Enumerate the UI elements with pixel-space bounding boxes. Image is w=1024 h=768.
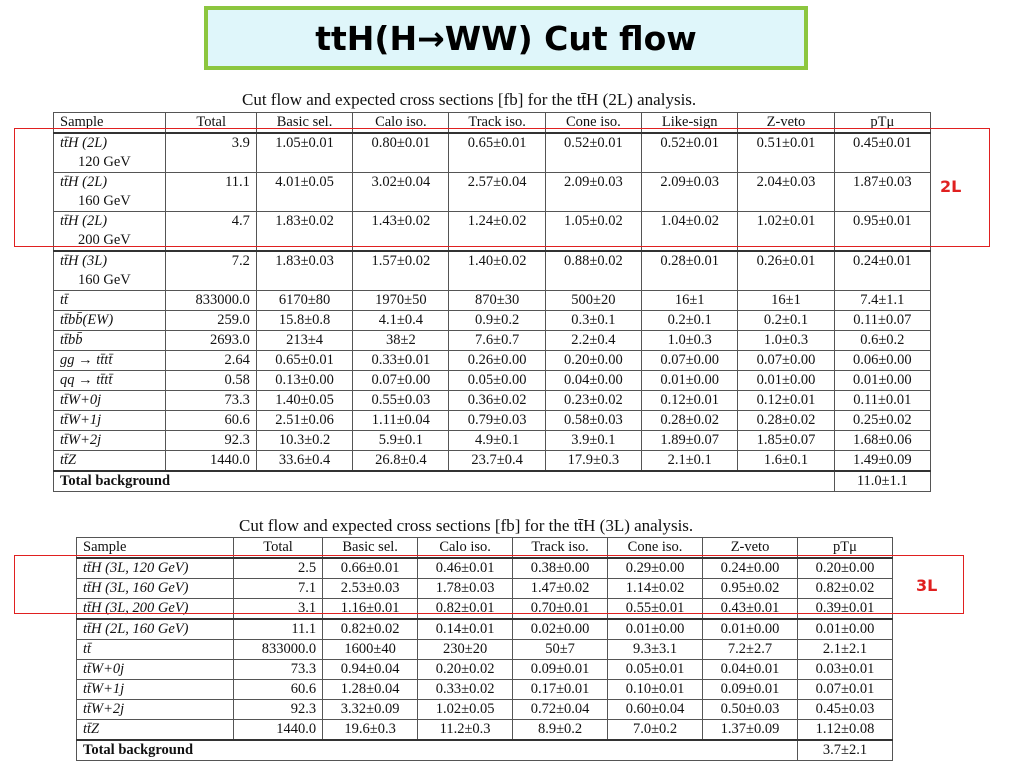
sample-cell bbox=[77, 700, 234, 720]
value-cell: 0.52±0.01 bbox=[642, 133, 738, 173]
value-cell: 1.57±0.02 bbox=[353, 251, 449, 291]
sample-cell bbox=[54, 251, 166, 291]
value-cell: 0.95±0.01 bbox=[834, 212, 930, 252]
value-cell: 8.9±0.2 bbox=[513, 720, 608, 741]
table-row bbox=[54, 251, 931, 291]
value-cell: 1.12±0.08 bbox=[798, 720, 893, 741]
value-cell: 9.3±3.1 bbox=[608, 640, 703, 660]
value-cell: 0.2±0.1 bbox=[642, 311, 738, 331]
value-cell: 1.05±0.02 bbox=[545, 212, 641, 252]
total-cell: 7.1 bbox=[233, 579, 322, 599]
sample-name: tt̄ bbox=[83, 641, 92, 657]
table-row bbox=[54, 311, 931, 331]
total-cell: 92.3 bbox=[166, 431, 256, 451]
value-cell: 0.82±0.01 bbox=[418, 599, 513, 620]
value-cell: 0.36±0.02 bbox=[449, 391, 545, 411]
table-row bbox=[77, 680, 893, 700]
value-cell: 0.58±0.03 bbox=[545, 411, 641, 431]
value-cell: 1.47±0.02 bbox=[513, 579, 608, 599]
value-cell: 0.12±0.01 bbox=[642, 391, 738, 411]
value-cell: 0.46±0.01 bbox=[418, 558, 513, 579]
sample-mass: 200 GeV bbox=[78, 232, 131, 248]
value-cell: 1.16±0.01 bbox=[323, 599, 418, 620]
table-row bbox=[77, 640, 893, 660]
total-cell: 11.1 bbox=[233, 619, 322, 640]
value-cell: 16±1 bbox=[738, 291, 834, 311]
col-header-z-veto: Z-veto bbox=[703, 538, 798, 559]
sample-cell bbox=[77, 640, 234, 660]
value-cell: 3.02±0.04 bbox=[353, 173, 449, 212]
sample-cell bbox=[54, 431, 166, 451]
value-cell: 0.52±0.01 bbox=[545, 133, 641, 173]
value-cell: 19.6±0.3 bbox=[323, 720, 418, 741]
value-cell: 0.01±0.00 bbox=[608, 619, 703, 640]
value-cell: 0.01±0.00 bbox=[642, 371, 738, 391]
value-cell: 23.7±0.4 bbox=[449, 451, 545, 472]
sample-name: tt̄H (2L) bbox=[60, 135, 108, 151]
total-background-value: 3.7±2.1 bbox=[798, 740, 893, 761]
sample-cell bbox=[54, 291, 166, 311]
value-cell: 1.04±0.02 bbox=[642, 212, 738, 252]
table-row bbox=[77, 619, 893, 640]
value-cell: 0.80±0.01 bbox=[353, 133, 449, 173]
value-cell: 50±7 bbox=[513, 640, 608, 660]
col-header-pt-mu: pTμ bbox=[834, 113, 930, 134]
value-cell: 0.10±0.01 bbox=[608, 680, 703, 700]
value-cell: 1.78±0.03 bbox=[418, 579, 513, 599]
value-cell: 0.04±0.00 bbox=[545, 371, 641, 391]
value-cell: 0.25±0.02 bbox=[834, 411, 930, 431]
value-cell: 0.26±0.00 bbox=[449, 351, 545, 371]
value-cell: 0.04±0.01 bbox=[703, 660, 798, 680]
value-cell: 0.11±0.07 bbox=[834, 311, 930, 331]
value-cell: 0.11±0.01 bbox=[834, 391, 930, 411]
value-cell: 0.82±0.02 bbox=[798, 579, 893, 599]
table-row bbox=[54, 331, 931, 351]
value-cell: 0.38±0.00 bbox=[513, 558, 608, 579]
total-background-label: Total background bbox=[54, 471, 835, 492]
value-cell: 0.05±0.01 bbox=[608, 660, 703, 680]
value-cell: 0.65±0.01 bbox=[256, 351, 352, 371]
table-2l-caption: Cut flow and expected cross sections [fb] for the tt̄H (2L) analysis. bbox=[242, 90, 697, 109]
sample-cell bbox=[54, 411, 166, 431]
value-cell: 2.51±0.06 bbox=[256, 411, 352, 431]
total-cell: 0.58 bbox=[166, 371, 256, 391]
value-cell: 1.40±0.05 bbox=[256, 391, 352, 411]
table-row bbox=[54, 371, 931, 391]
value-cell: 0.23±0.02 bbox=[545, 391, 641, 411]
value-cell: 0.66±0.01 bbox=[323, 558, 418, 579]
total-cell: 833000.0 bbox=[233, 640, 322, 660]
value-cell: 38±2 bbox=[353, 331, 449, 351]
sample-name: tt̄H (3L) bbox=[60, 253, 108, 269]
value-cell: 0.06±0.00 bbox=[834, 351, 930, 371]
value-cell: 3.9±0.1 bbox=[545, 431, 641, 451]
value-cell: 0.01±0.00 bbox=[738, 371, 834, 391]
table-row bbox=[54, 431, 931, 451]
highlight-box-2l bbox=[14, 128, 990, 247]
total-cell: 60.6 bbox=[233, 680, 322, 700]
table-row bbox=[54, 391, 931, 411]
value-cell: 0.72±0.04 bbox=[513, 700, 608, 720]
table-row bbox=[54, 451, 931, 472]
value-cell: 0.55±0.01 bbox=[608, 599, 703, 620]
value-cell: 2.09±0.03 bbox=[642, 173, 738, 212]
total-cell: 73.3 bbox=[233, 660, 322, 680]
sample-name: tt̄H (3L, 120 GeV) bbox=[83, 560, 189, 576]
total-cell: 1440.0 bbox=[233, 720, 322, 741]
value-cell: 0.24±0.01 bbox=[834, 251, 930, 291]
sample-cell bbox=[54, 331, 166, 351]
sample-name: tt̄H (3L, 160 GeV) bbox=[83, 580, 189, 596]
value-cell: 0.33±0.02 bbox=[418, 680, 513, 700]
sample-mass: 160 GeV bbox=[78, 193, 131, 209]
sample-cell bbox=[77, 720, 234, 741]
sample-name: tt̄W+2j bbox=[60, 432, 102, 448]
value-cell: 0.82±0.02 bbox=[323, 619, 418, 640]
value-cell: 1.28±0.04 bbox=[323, 680, 418, 700]
table-row bbox=[54, 291, 931, 311]
value-cell: 7.6±0.7 bbox=[449, 331, 545, 351]
value-cell: 4.1±0.4 bbox=[353, 311, 449, 331]
value-cell: 0.94±0.04 bbox=[323, 660, 418, 680]
sample-cell bbox=[54, 451, 166, 472]
value-cell: 4.9±0.1 bbox=[449, 431, 545, 451]
value-cell: 0.88±0.02 bbox=[545, 251, 641, 291]
value-cell: 1.87±0.03 bbox=[834, 173, 930, 212]
value-cell: 0.13±0.00 bbox=[256, 371, 352, 391]
sample-cell bbox=[77, 619, 234, 640]
sample-name: tt̄H (2L, 160 GeV) bbox=[83, 621, 189, 637]
col-header-total: Total bbox=[166, 113, 256, 134]
value-cell: 1.02±0.05 bbox=[418, 700, 513, 720]
value-cell: 1.0±0.3 bbox=[642, 331, 738, 351]
value-cell: 2.1±2.1 bbox=[798, 640, 893, 660]
total-cell: 2.5 bbox=[233, 558, 322, 579]
total-cell: 7.2 bbox=[166, 251, 256, 291]
value-cell: 2.57±0.04 bbox=[449, 173, 545, 212]
value-cell: 0.45±0.03 bbox=[798, 700, 893, 720]
value-cell: 1.37±0.09 bbox=[703, 720, 798, 741]
sample-cell bbox=[77, 680, 234, 700]
slide-title: ttH(H→WW) Cut flow bbox=[204, 6, 808, 70]
value-cell: 870±30 bbox=[449, 291, 545, 311]
value-cell: 1.40±0.02 bbox=[449, 251, 545, 291]
col-header-calo-iso: Calo iso. bbox=[353, 113, 449, 134]
value-cell: 0.51±0.01 bbox=[738, 133, 834, 173]
value-cell: 0.07±0.00 bbox=[353, 371, 449, 391]
value-cell: 0.17±0.01 bbox=[513, 680, 608, 700]
sample-mass: 160 GeV bbox=[78, 272, 131, 288]
value-cell: 500±20 bbox=[545, 291, 641, 311]
value-cell: 7.0±0.2 bbox=[608, 720, 703, 741]
table-row bbox=[77, 660, 893, 680]
value-cell: 0.03±0.01 bbox=[798, 660, 893, 680]
value-cell: 1970±50 bbox=[353, 291, 449, 311]
sample-name: tt̄Z bbox=[60, 452, 77, 468]
value-cell: 0.09±0.01 bbox=[703, 680, 798, 700]
value-cell: 0.02±0.00 bbox=[513, 619, 608, 640]
value-cell: 0.12±0.01 bbox=[738, 391, 834, 411]
value-cell: 0.07±0.00 bbox=[642, 351, 738, 371]
value-cell: 0.33±0.01 bbox=[353, 351, 449, 371]
col-header-z-veto: Z-veto bbox=[738, 113, 834, 134]
value-cell: 1.02±0.01 bbox=[738, 212, 834, 252]
value-cell: 1.24±0.02 bbox=[449, 212, 545, 252]
value-cell: 0.2±0.1 bbox=[738, 311, 834, 331]
value-cell: 0.65±0.01 bbox=[449, 133, 545, 173]
value-cell: 0.28±0.02 bbox=[642, 411, 738, 431]
value-cell: 11.2±0.3 bbox=[418, 720, 513, 741]
col-header-cone-iso: Cone iso. bbox=[545, 113, 641, 134]
total-cell: 3.1 bbox=[233, 599, 322, 620]
total-cell: 3.9 bbox=[166, 133, 256, 173]
value-cell: 0.70±0.01 bbox=[513, 599, 608, 620]
col-header-sample: Sample bbox=[77, 538, 234, 559]
value-cell: 0.45±0.01 bbox=[834, 133, 930, 173]
value-cell: 26.8±0.4 bbox=[353, 451, 449, 472]
value-cell: 1.89±0.07 bbox=[642, 431, 738, 451]
value-cell: 0.26±0.01 bbox=[738, 251, 834, 291]
value-cell: 213±4 bbox=[256, 331, 352, 351]
total-cell: 73.3 bbox=[166, 391, 256, 411]
value-cell: 6170±80 bbox=[256, 291, 352, 311]
col-header-pt-mu: pTμ bbox=[798, 538, 893, 559]
value-cell: 0.14±0.01 bbox=[418, 619, 513, 640]
value-cell: 1.83±0.02 bbox=[256, 212, 352, 252]
value-cell: 0.24±0.00 bbox=[703, 558, 798, 579]
sample-name: tt̄Z bbox=[83, 721, 100, 737]
value-cell: 0.20±0.00 bbox=[798, 558, 893, 579]
sample-name: tt̄W+1j bbox=[83, 681, 125, 697]
value-cell: 1.14±0.02 bbox=[608, 579, 703, 599]
value-cell: 0.28±0.02 bbox=[738, 411, 834, 431]
highlight-box-3l bbox=[14, 555, 964, 614]
sample-name: tt̄W+1j bbox=[60, 412, 102, 428]
table-row bbox=[54, 351, 931, 371]
col-header-track-iso: Track iso. bbox=[449, 113, 545, 134]
value-cell: 2.09±0.03 bbox=[545, 173, 641, 212]
col-header-cone-iso: Cone iso. bbox=[608, 538, 703, 559]
value-cell: 0.6±0.2 bbox=[834, 331, 930, 351]
value-cell: 15.8±0.8 bbox=[256, 311, 352, 331]
value-cell: 4.01±0.05 bbox=[256, 173, 352, 212]
value-cell: 1.68±0.06 bbox=[834, 431, 930, 451]
value-cell: 0.29±0.00 bbox=[608, 558, 703, 579]
table-row bbox=[77, 720, 893, 741]
sample-name: tt̄H (3L, 200 GeV) bbox=[83, 600, 189, 616]
total-cell: 2.64 bbox=[166, 351, 256, 371]
total-background-row bbox=[54, 471, 931, 492]
total-cell: 1440.0 bbox=[166, 451, 256, 472]
value-cell: 0.9±0.2 bbox=[449, 311, 545, 331]
highlight-label-2l: 2L bbox=[940, 177, 962, 196]
value-cell: 0.09±0.01 bbox=[513, 660, 608, 680]
value-cell: 1.49±0.09 bbox=[834, 451, 930, 472]
value-cell: 2.04±0.03 bbox=[738, 173, 834, 212]
value-cell: 2.1±0.1 bbox=[642, 451, 738, 472]
value-cell: 16±1 bbox=[642, 291, 738, 311]
value-cell: 0.01±0.00 bbox=[834, 371, 930, 391]
sample-name: tt̄W+2j bbox=[83, 701, 125, 717]
total-cell: 11.1 bbox=[166, 173, 256, 212]
sample-cell bbox=[54, 391, 166, 411]
total-cell: 60.6 bbox=[166, 411, 256, 431]
value-cell: 0.43±0.01 bbox=[703, 599, 798, 620]
total-cell: 92.3 bbox=[233, 700, 322, 720]
value-cell: 1.43±0.02 bbox=[353, 212, 449, 252]
value-cell: 0.79±0.03 bbox=[449, 411, 545, 431]
total-cell: 4.7 bbox=[166, 212, 256, 252]
value-cell: 7.4±1.1 bbox=[834, 291, 930, 311]
total-background-label: Total background bbox=[77, 740, 798, 761]
col-header-sample: Sample bbox=[54, 113, 166, 134]
col-header-basic-sel: Basic sel. bbox=[323, 538, 418, 559]
value-cell: 0.01±0.00 bbox=[798, 619, 893, 640]
total-cell: 259.0 bbox=[166, 311, 256, 331]
col-header-like-sign: Like-sign bbox=[642, 113, 738, 134]
value-cell: 1.0±0.3 bbox=[738, 331, 834, 351]
value-cell: 0.50±0.03 bbox=[703, 700, 798, 720]
sample-name: qq → tt̄tt̄ bbox=[60, 372, 113, 388]
value-cell: 1.11±0.04 bbox=[353, 411, 449, 431]
value-cell: 5.9±0.1 bbox=[353, 431, 449, 451]
value-cell: 1600±40 bbox=[323, 640, 418, 660]
total-cell: 2693.0 bbox=[166, 331, 256, 351]
value-cell: 2.2±0.4 bbox=[545, 331, 641, 351]
value-cell: 7.2±2.7 bbox=[703, 640, 798, 660]
total-background-value: 11.0±1.1 bbox=[834, 471, 930, 492]
col-header-calo-iso: Calo iso. bbox=[418, 538, 513, 559]
table-row bbox=[54, 411, 931, 431]
value-cell: 0.07±0.00 bbox=[738, 351, 834, 371]
sample-cell bbox=[54, 351, 166, 371]
value-cell: 1.05±0.01 bbox=[256, 133, 352, 173]
value-cell: 0.01±0.00 bbox=[703, 619, 798, 640]
highlight-label-3l: 3L bbox=[916, 576, 938, 595]
value-cell: 1.83±0.03 bbox=[256, 251, 352, 291]
value-cell: 0.28±0.01 bbox=[642, 251, 738, 291]
value-cell: 0.39±0.01 bbox=[798, 599, 893, 620]
value-cell: 0.20±0.02 bbox=[418, 660, 513, 680]
sample-name: tt̄bb̄(EW) bbox=[60, 312, 114, 328]
value-cell: 1.6±0.1 bbox=[738, 451, 834, 472]
sample-name: tt̄bb̄ bbox=[60, 332, 83, 348]
value-cell: 1.85±0.07 bbox=[738, 431, 834, 451]
table-row bbox=[77, 700, 893, 720]
value-cell: 2.53±0.03 bbox=[323, 579, 418, 599]
sample-mass: 120 GeV bbox=[78, 154, 131, 170]
sample-name: tt̄H (2L) bbox=[60, 213, 108, 229]
value-cell: 0.05±0.00 bbox=[449, 371, 545, 391]
col-header-basic-sel: Basic sel. bbox=[256, 113, 352, 134]
value-cell: 0.55±0.03 bbox=[353, 391, 449, 411]
value-cell: 33.6±0.4 bbox=[256, 451, 352, 472]
value-cell: 3.32±0.09 bbox=[323, 700, 418, 720]
value-cell: 10.3±0.2 bbox=[256, 431, 352, 451]
sample-name: tt̄H (2L) bbox=[60, 174, 108, 190]
sample-name: tt̄W+0j bbox=[60, 392, 102, 408]
col-header-track-iso: Track iso. bbox=[513, 538, 608, 559]
table-3l-caption: Cut flow and expected cross sections [fb] for the tt̄H (3L) analysis. bbox=[239, 516, 694, 535]
sample-cell bbox=[77, 660, 234, 680]
value-cell: 230±20 bbox=[418, 640, 513, 660]
value-cell: 17.9±0.3 bbox=[545, 451, 641, 472]
value-cell: 0.07±0.01 bbox=[798, 680, 893, 700]
value-cell: 0.20±0.00 bbox=[545, 351, 641, 371]
sample-name: tt̄W+0j bbox=[83, 661, 125, 677]
value-cell: 0.95±0.02 bbox=[703, 579, 798, 599]
sample-cell bbox=[54, 311, 166, 331]
total-cell: 833000.0 bbox=[166, 291, 256, 311]
sample-name: gg → tt̄tt̄ bbox=[60, 352, 113, 368]
col-header-total: Total bbox=[233, 538, 322, 559]
value-cell: 0.60±0.04 bbox=[608, 700, 703, 720]
value-cell: 0.3±0.1 bbox=[545, 311, 641, 331]
total-background-row bbox=[77, 740, 893, 761]
sample-name: tt̄ bbox=[60, 292, 69, 308]
sample-cell bbox=[54, 371, 166, 391]
